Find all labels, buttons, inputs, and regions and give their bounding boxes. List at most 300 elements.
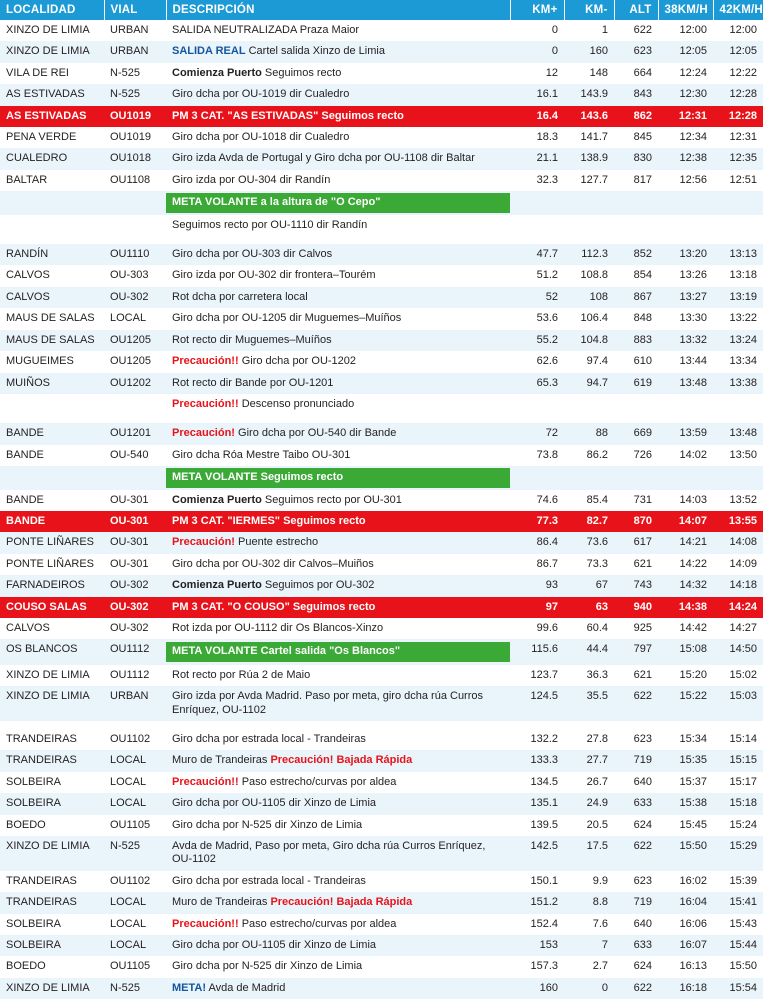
table-row: [0, 287, 763, 308]
cell-km-menos: 143.9: [564, 84, 614, 105]
cell-alt: [614, 394, 658, 415]
row-spacer: [0, 415, 763, 423]
table-row: [0, 618, 763, 639]
cell-localidad: MUGUEIMES: [0, 351, 104, 372]
cell-km-menos: [564, 466, 614, 489]
meta-volante-banner: META VOLANTE a la altura de "O Cepo": [166, 193, 510, 212]
description-text: Seguimos recto por OU-1110 dir Randín: [172, 218, 368, 231]
cell-time-42kmh: 13:55: [713, 511, 763, 532]
cell-km-mas: 134.5: [510, 772, 564, 793]
column-header-38kmh: 38KM/H: [658, 0, 713, 20]
cell-descripcion: [166, 892, 510, 913]
cell-km-mas: [510, 394, 564, 415]
cell-time-42kmh: 12:31: [713, 127, 763, 148]
cell-time-42kmh: 13:34: [713, 351, 763, 372]
cell-alt: 624: [614, 956, 658, 977]
cell-vial: LOCAL: [104, 308, 166, 329]
cell-km-menos: 141.7: [564, 127, 614, 148]
description-text: SALIDA NEUTRALIZADA Praza Maior: [172, 24, 360, 36]
cell-localidad: [0, 191, 104, 214]
cell-time-42kmh: 14:09: [713, 554, 763, 575]
cell-time-42kmh: 14:50: [713, 639, 763, 664]
cell-km-mas: 74.6: [510, 490, 564, 511]
description-text: Giro dcha por OU-302 dir Calvos–Muiños: [172, 557, 374, 570]
cell-km-mas: 21.1: [510, 148, 564, 169]
cell-alt: 719: [614, 750, 658, 771]
warning-text: Precaución!!: [172, 775, 239, 788]
cell-localidad: PENA VERDE: [0, 127, 104, 148]
cell-time-38kmh: 13:20: [658, 244, 713, 265]
cell-descripcion: [166, 215, 510, 236]
cell-localidad: CALVOS: [0, 265, 104, 286]
description-text: Giro dcha por OU-1105 dir Xinzo de Limia: [172, 797, 377, 810]
cell-alt: [614, 191, 658, 214]
cell-descripcion: [166, 836, 510, 871]
cell-vial: OU-302: [104, 287, 166, 308]
cell-vial: [104, 394, 166, 415]
description-text: Avda de Madrid: [206, 981, 286, 994]
cell-descripcion: [166, 490, 510, 511]
emphasis-text: Comienza Puerto: [172, 493, 262, 506]
cell-descripcion: [166, 106, 510, 127]
cell-km-mas: [510, 215, 564, 236]
cell-alt: 852: [614, 244, 658, 265]
cell-descripcion: [166, 978, 510, 999]
cell-km-mas: 150.1: [510, 871, 564, 892]
cell-alt: 743: [614, 575, 658, 596]
table-row: [0, 41, 763, 62]
cell-time-42kmh: 13:19: [713, 287, 763, 308]
cell-time-38kmh: 15:38: [658, 793, 713, 814]
cell-localidad: XINZO DE LIMIA: [0, 665, 104, 686]
cell-descripcion: [166, 63, 510, 84]
table-row: [0, 63, 763, 84]
cell-localidad: AS ESTIVADAS: [0, 84, 104, 105]
cell-km-mas: 132.2: [510, 729, 564, 750]
cell-vial: N-525: [104, 978, 166, 999]
cell-time-38kmh: [658, 215, 713, 236]
cell-km-menos: 36.3: [564, 665, 614, 686]
cell-alt: 624: [614, 815, 658, 836]
cell-alt: 623: [614, 871, 658, 892]
cell-vial: OU-301: [104, 554, 166, 575]
warning-text: Precaución!: [172, 427, 235, 440]
cell-descripcion: [166, 511, 510, 532]
table-row: [0, 639, 763, 664]
cell-descripcion: [166, 466, 510, 489]
cell-km-menos: 73.6: [564, 532, 614, 553]
description-text: Giro dcha por OU-1202: [238, 355, 357, 368]
description-text: Rot recto por Rúa 2 de Maio: [172, 668, 311, 681]
cell-time-38kmh: 16:02: [658, 871, 713, 892]
cell-time-42kmh: 15:43: [713, 914, 763, 935]
cell-time-38kmh: 14:07: [658, 511, 713, 532]
cell-time-42kmh: 13:48: [713, 423, 763, 444]
cell-km-mas: 142.5: [510, 836, 564, 871]
cell-localidad: TRANDEIRAS: [0, 729, 104, 750]
description-text: Rot dcha por carretera local: [172, 290, 308, 303]
cell-km-mas: 18.3: [510, 127, 564, 148]
cell-localidad: AS ESTIVADAS: [0, 106, 104, 127]
cell-descripcion: [166, 84, 510, 105]
description-text: Muro de Trandeiras: [172, 896, 271, 909]
cell-descripcion: [166, 244, 510, 265]
description-text: Giro dcha por estrada local - Trandeiras: [172, 733, 366, 745]
cell-alt: 633: [614, 935, 658, 956]
table-row: [0, 490, 763, 511]
cell-km-menos: 9.9: [564, 871, 614, 892]
description-text: Seguimos recto por OU-301: [261, 493, 402, 506]
cell-descripcion: [166, 423, 510, 444]
meta-volante-banner: META VOLANTE Seguimos recto: [166, 468, 510, 487]
description-text: Puente estrecho: [234, 536, 319, 549]
cell-km-mas: 65.3: [510, 373, 564, 394]
cell-descripcion: [166, 265, 510, 286]
cell-localidad: [0, 394, 104, 415]
table-row: [0, 170, 763, 191]
cell-descripcion: [166, 20, 510, 41]
cell-km-menos: 86.2: [564, 445, 614, 466]
cell-vial: [104, 215, 166, 236]
cell-time-42kmh: [713, 394, 763, 415]
table-row: [0, 597, 763, 618]
cell-time-42kmh: 12:22: [713, 63, 763, 84]
cell-vial: OU-301: [104, 532, 166, 553]
cell-localidad: BANDE: [0, 445, 104, 466]
description-text: Seguimos recto: [261, 66, 342, 79]
table-row: [0, 236, 763, 244]
description-text: Seguimos por OU-302: [261, 579, 375, 592]
emphasis-text: PM 3 CAT. "IERMES" Seguimos recto: [172, 514, 366, 527]
cell-km-menos: 88: [564, 423, 614, 444]
column-header-km-mas: KM+: [510, 0, 564, 20]
cell-time-42kmh: 14:08: [713, 532, 763, 553]
cell-descripcion: [166, 330, 510, 351]
cell-time-38kmh: 12:24: [658, 63, 713, 84]
cell-vial: N-525: [104, 836, 166, 871]
emphasis-text: PM 3 CAT. "AS ESTIVADAS" Seguimos recto: [172, 109, 404, 122]
cell-km-menos: 143.6: [564, 106, 614, 127]
description-text: Giro izda por Avda Madrid. Paso por meta, giro dcha rúa Curros Enríquez, OU-1102: [172, 690, 484, 716]
cell-descripcion: [166, 532, 510, 553]
table-row: [0, 148, 763, 169]
cell-localidad: VILA DE REI: [0, 63, 104, 84]
cell-vial: OU1019: [104, 127, 166, 148]
cell-time-42kmh: [713, 215, 763, 236]
cell-time-38kmh: 13:26: [658, 265, 713, 286]
cell-localidad: PONTE LIÑARES: [0, 532, 104, 553]
cell-km-menos: 138.9: [564, 148, 614, 169]
cell-km-menos: 27.8: [564, 729, 614, 750]
cell-vial: URBAN: [104, 686, 166, 721]
cell-vial: OU1108: [104, 170, 166, 191]
cell-alt: 621: [614, 665, 658, 686]
cell-time-42kmh: 12:28: [713, 84, 763, 105]
cell-time-38kmh: 16:07: [658, 935, 713, 956]
cell-km-menos: 63: [564, 597, 614, 618]
cell-localidad: FARNADEIROS: [0, 575, 104, 596]
cell-localidad: BANDE: [0, 490, 104, 511]
cell-km-menos: 1: [564, 20, 614, 41]
cell-km-menos: 127.7: [564, 170, 614, 191]
cell-alt: 719: [614, 892, 658, 913]
cell-time-38kmh: 15:34: [658, 729, 713, 750]
description-text: Avda de Madrid, Paso por meta, Giro dcha rúa Curros Enríquez, OU-1102: [172, 840, 486, 866]
cell-descripcion: [166, 170, 510, 191]
table-row: [0, 892, 763, 913]
cell-time-42kmh: 14:18: [713, 575, 763, 596]
description-text: Descenso pronunciado: [238, 397, 355, 410]
cell-time-38kmh: 13:32: [658, 330, 713, 351]
cell-descripcion: [166, 287, 510, 308]
cell-localidad: TRANDEIRAS: [0, 750, 104, 771]
cell-localidad: BALTAR: [0, 170, 104, 191]
cell-time-42kmh: 15:24: [713, 815, 763, 836]
cell-descripcion: [166, 308, 510, 329]
cell-time-42kmh: 15:15: [713, 750, 763, 771]
cell-km-mas: 16.1: [510, 84, 564, 105]
cell-vial: N-525: [104, 84, 166, 105]
table-row: [0, 729, 763, 750]
table-row: [0, 127, 763, 148]
cell-km-menos: 0: [564, 978, 614, 999]
description-text: Rot recto dir Bande por OU-1201: [172, 376, 334, 389]
cell-km-menos: 73.3: [564, 554, 614, 575]
cell-time-38kmh: 15:45: [658, 815, 713, 836]
cell-time-42kmh: 13:52: [713, 490, 763, 511]
cell-time-42kmh: 13:38: [713, 373, 763, 394]
row-spacer: [0, 236, 763, 244]
cell-alt: 622: [614, 836, 658, 871]
table-row: [0, 750, 763, 771]
cell-vial: LOCAL: [104, 772, 166, 793]
cell-time-38kmh: 16:18: [658, 978, 713, 999]
table-row: [0, 330, 763, 351]
table-row: [0, 351, 763, 372]
table-row: [0, 215, 763, 236]
description-text: Giro dcha por OU-540 dir Bande: [234, 427, 397, 440]
cell-alt: 883: [614, 330, 658, 351]
table-row: [0, 191, 763, 214]
cell-time-42kmh: 15:18: [713, 793, 763, 814]
cell-time-42kmh: 13:13: [713, 244, 763, 265]
column-header-42kmh: 42KM/H: [713, 0, 763, 20]
cell-descripcion: [166, 148, 510, 169]
cell-km-mas: 86.7: [510, 554, 564, 575]
cell-km-mas: [510, 191, 564, 214]
cell-km-mas: 93: [510, 575, 564, 596]
cell-vial: LOCAL: [104, 892, 166, 913]
cell-localidad: CALVOS: [0, 287, 104, 308]
description-text: Giro dcha por N-525 dir Xinzo de Limia: [172, 960, 363, 973]
cell-km-mas: 124.5: [510, 686, 564, 721]
cell-km-mas: 52: [510, 287, 564, 308]
table-row: [0, 793, 763, 814]
cell-km-mas: 0: [510, 20, 564, 41]
cell-time-38kmh: 14:32: [658, 575, 713, 596]
cell-alt: 862: [614, 106, 658, 127]
emphasis-text: PM 3 CAT. "O COUSO" Seguimos recto: [172, 600, 376, 613]
cell-time-42kmh: 15:50: [713, 956, 763, 977]
cell-km-menos: 82.7: [564, 511, 614, 532]
cell-time-38kmh: 15:35: [658, 750, 713, 771]
cell-time-38kmh: 15:20: [658, 665, 713, 686]
table-row: [0, 106, 763, 127]
cell-alt: 622: [614, 686, 658, 721]
cell-time-38kmh: 14:42: [658, 618, 713, 639]
cell-descripcion: [166, 41, 510, 62]
cell-vial: LOCAL: [104, 914, 166, 935]
cell-time-38kmh: 15:37: [658, 772, 713, 793]
cell-alt: 845: [614, 127, 658, 148]
cell-km-mas: 53.6: [510, 308, 564, 329]
cell-time-42kmh: 13:22: [713, 308, 763, 329]
cell-time-42kmh: 15:41: [713, 892, 763, 913]
cell-alt: 664: [614, 63, 658, 84]
cell-vial: OU1205: [104, 330, 166, 351]
cell-km-mas: 115.6: [510, 639, 564, 664]
cell-alt: 622: [614, 978, 658, 999]
cell-alt: 640: [614, 914, 658, 935]
cell-localidad: TRANDEIRAS: [0, 871, 104, 892]
cell-localidad: [0, 466, 104, 489]
cell-km-menos: 104.8: [564, 330, 614, 351]
highlight-text: SALIDA REAL: [172, 45, 246, 58]
warning-text: Precaución! Bajada Rápida: [270, 896, 413, 909]
cell-descripcion: [166, 871, 510, 892]
cell-km-menos: 8.8: [564, 892, 614, 913]
cell-time-38kmh: 13:48: [658, 373, 713, 394]
cell-km-mas: 86.4: [510, 532, 564, 553]
cell-time-38kmh: 12:34: [658, 127, 713, 148]
table-row: [0, 373, 763, 394]
cell-km-menos: 108.8: [564, 265, 614, 286]
cell-km-mas: 62.6: [510, 351, 564, 372]
cell-km-mas: 139.5: [510, 815, 564, 836]
cell-localidad: RANDÍN: [0, 244, 104, 265]
cell-km-mas: 51.2: [510, 265, 564, 286]
cell-time-38kmh: 12:56: [658, 170, 713, 191]
highlight-text: META!: [172, 981, 207, 994]
description-text: Giro dcha por OU-1018 dir Cualedro: [172, 131, 350, 144]
cell-time-38kmh: 13:27: [658, 287, 713, 308]
cell-time-38kmh: 14:22: [658, 554, 713, 575]
cell-km-menos: 24.9: [564, 793, 614, 814]
cell-time-38kmh: 16:06: [658, 914, 713, 935]
cell-descripcion: [166, 554, 510, 575]
cell-km-mas: 55.2: [510, 330, 564, 351]
cell-descripcion: [166, 445, 510, 466]
description-text: Cartel salida Xinzo de Limia: [245, 45, 385, 58]
cell-time-42kmh: 15:14: [713, 729, 763, 750]
cell-localidad: SOLBEIRA: [0, 793, 104, 814]
table-row: [0, 978, 763, 999]
cell-km-menos: 85.4: [564, 490, 614, 511]
cell-alt: 843: [614, 84, 658, 105]
cell-localidad: XINZO DE LIMIA: [0, 686, 104, 721]
table-row: [0, 836, 763, 871]
cell-time-38kmh: 13:30: [658, 308, 713, 329]
cell-vial: OU-303: [104, 265, 166, 286]
cell-localidad: XINZO DE LIMIA: [0, 836, 104, 871]
cell-vial: URBAN: [104, 20, 166, 41]
cell-km-menos: 148: [564, 63, 614, 84]
cell-alt: 830: [614, 148, 658, 169]
cell-localidad: XINZO DE LIMIA: [0, 20, 104, 41]
column-header-localidad: LOCALIDAD: [0, 0, 104, 20]
table-row: [0, 871, 763, 892]
cell-km-menos: 160: [564, 41, 614, 62]
table-row: [0, 772, 763, 793]
table-row: [0, 686, 763, 721]
cell-localidad: COUSO SALAS: [0, 597, 104, 618]
cell-time-42kmh: 15:39: [713, 871, 763, 892]
cell-time-38kmh: 12:31: [658, 106, 713, 127]
cell-alt: 623: [614, 41, 658, 62]
cell-time-38kmh: 15:08: [658, 639, 713, 664]
cell-localidad: PONTE LIÑARES: [0, 554, 104, 575]
cell-vial: OU-302: [104, 618, 166, 639]
table-row: [0, 20, 763, 41]
cell-vial: OU-302: [104, 597, 166, 618]
description-text: Giro izda por OU-304 dir Randín: [172, 173, 331, 186]
description-text: Giro izda Avda de Portugal y Giro dcha por OU-1108 dir Baltar: [172, 152, 475, 165]
cell-vial: OU-301: [104, 490, 166, 511]
meta-volante-banner: META VOLANTE Cartel salida "Os Blancos": [166, 642, 510, 661]
cell-km-mas: 160: [510, 978, 564, 999]
cell-km-mas: 99.6: [510, 618, 564, 639]
cell-vial: LOCAL: [104, 935, 166, 956]
cell-time-42kmh: 12:35: [713, 148, 763, 169]
cell-km-menos: 27.7: [564, 750, 614, 771]
description-text: Giro izda por OU-302 dir frontera–Tourém: [172, 269, 376, 282]
cell-km-mas: 72: [510, 423, 564, 444]
cell-km-mas: 12: [510, 63, 564, 84]
table-row: [0, 445, 763, 466]
cell-km-menos: 67: [564, 575, 614, 596]
cell-localidad: MAUS DE SALAS: [0, 308, 104, 329]
table-row: [0, 532, 763, 553]
cell-vial: OU1110: [104, 244, 166, 265]
cell-vial: LOCAL: [104, 750, 166, 771]
description-text: Paso estrecho/curvas por aldea: [238, 775, 397, 788]
table-header: [0, 0, 763, 20]
cell-km-menos: [564, 394, 614, 415]
description-text: Rot izda por OU-1112 dir Os Blancos-Xinzo: [172, 621, 384, 634]
cell-km-menos: 35.5: [564, 686, 614, 721]
cell-descripcion: [166, 373, 510, 394]
cell-alt: 940: [614, 597, 658, 618]
description-text: Giro dcha por OU-1019 dir Cualedro: [172, 88, 350, 101]
cell-km-mas: 153: [510, 935, 564, 956]
cell-km-mas: 151.2: [510, 892, 564, 913]
cell-alt: 640: [614, 772, 658, 793]
cell-vial: OU1019: [104, 106, 166, 127]
cell-alt: 848: [614, 308, 658, 329]
cell-localidad: BANDE: [0, 423, 104, 444]
cell-time-38kmh: 14:02: [658, 445, 713, 466]
column-header-alt: ALT: [614, 0, 658, 20]
cell-descripcion: [166, 127, 510, 148]
cell-localidad: CUALEDRO: [0, 148, 104, 169]
cell-time-38kmh: 12:30: [658, 84, 713, 105]
cell-time-38kmh: [658, 394, 713, 415]
warning-text: Precaución!!: [172, 917, 239, 930]
emphasis-text: Comienza Puerto: [172, 579, 262, 592]
cell-km-menos: 108: [564, 287, 614, 308]
cell-km-menos: 44.4: [564, 639, 614, 664]
cell-time-42kmh: 13:18: [713, 265, 763, 286]
